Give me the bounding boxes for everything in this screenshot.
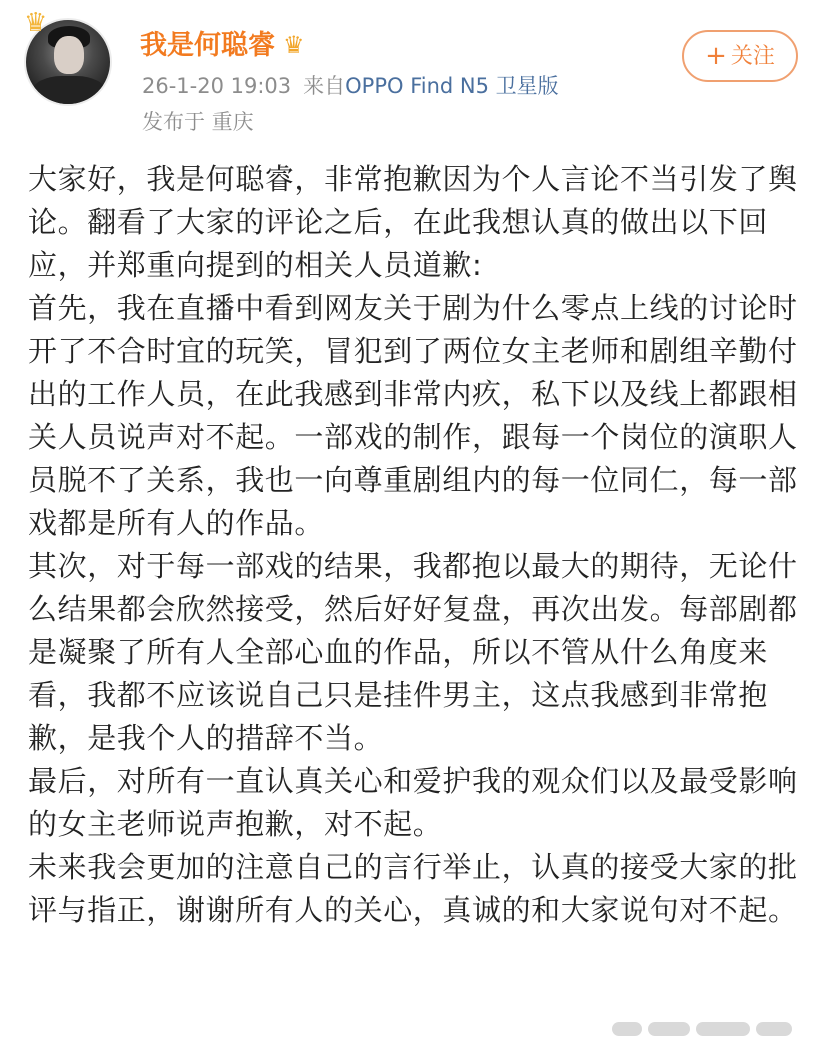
avatar-face xyxy=(54,36,84,74)
source-prefix: 来自 xyxy=(303,74,346,98)
post-paragraph: 最后，对所有一直认真关心和爱护我的观众们以及最受影响的女主老师说声抱歉，对不起。 xyxy=(28,764,798,841)
avatar-coat xyxy=(32,76,106,106)
post-paragraph: 其次，对于每一部戏的结果，我都抱以最大的期待，无论什么结果都会欣然接受，然后好好复盘，再次出发。每部剧都是凝聚了所有人全部心血的作品，所以不管从什么角度来看，我都不应该说自己只是挂件男主，这点我感到非常抱歉，是我个人的措辞不当。 xyxy=(28,549,798,755)
follow-label: 关注 xyxy=(730,44,775,69)
watermark-glyph xyxy=(648,1022,690,1036)
post-paragraph: 未来我会更加的注意自己的言行举止，认真的接受大家的批评与指正，谢谢所有人的关心，真诚的和大家说句对不起。 xyxy=(28,850,798,927)
crown-badge-icon: ♛ xyxy=(24,8,48,38)
device-link[interactable]: OPPO Find N5 卫星版 xyxy=(345,74,559,98)
username-row[interactable] xyxy=(140,28,305,63)
avatar-container[interactable] xyxy=(24,8,112,106)
username[interactable]: 我是何聪睿 xyxy=(140,30,275,61)
post-paragraph: 大家好，我是何聪睿，非常抱歉因为个人言论不当引发了舆论。翻看了大家的评论之后，在此我想认真的做出以下回应，并郑重向提到的相关人员道歉: xyxy=(28,162,798,282)
follow-button[interactable] xyxy=(682,30,798,82)
post-location: 发布于 重庆 xyxy=(142,110,254,134)
watermark-glyph xyxy=(612,1022,642,1036)
watermark xyxy=(612,1016,812,1042)
crown-icon[interactable]: ♛ xyxy=(283,31,305,59)
post-timestamp: 26-1-20 19:03 xyxy=(142,74,292,98)
watermark-glyph xyxy=(756,1022,792,1036)
post-paragraph: 首先，我在直播中看到网友关于剧为什么零点上线的讨论时开了不合时宜的玩笑，冒犯到了两位女主老师和剧组辛勤付出的工作人员，在此我感到非常内疚，私下以及线上都跟相关人员说声对不起。一部戏的制作，跟每一个岗位的演职人员脱不了关系，我也一向尊重剧组内的每一位同仁，每一部戏都是所有人的作品。 xyxy=(28,291,798,540)
post-body xyxy=(28,158,800,932)
post-meta xyxy=(142,72,559,100)
plus-icon: + xyxy=(705,41,727,71)
watermark-glyph xyxy=(696,1022,750,1036)
